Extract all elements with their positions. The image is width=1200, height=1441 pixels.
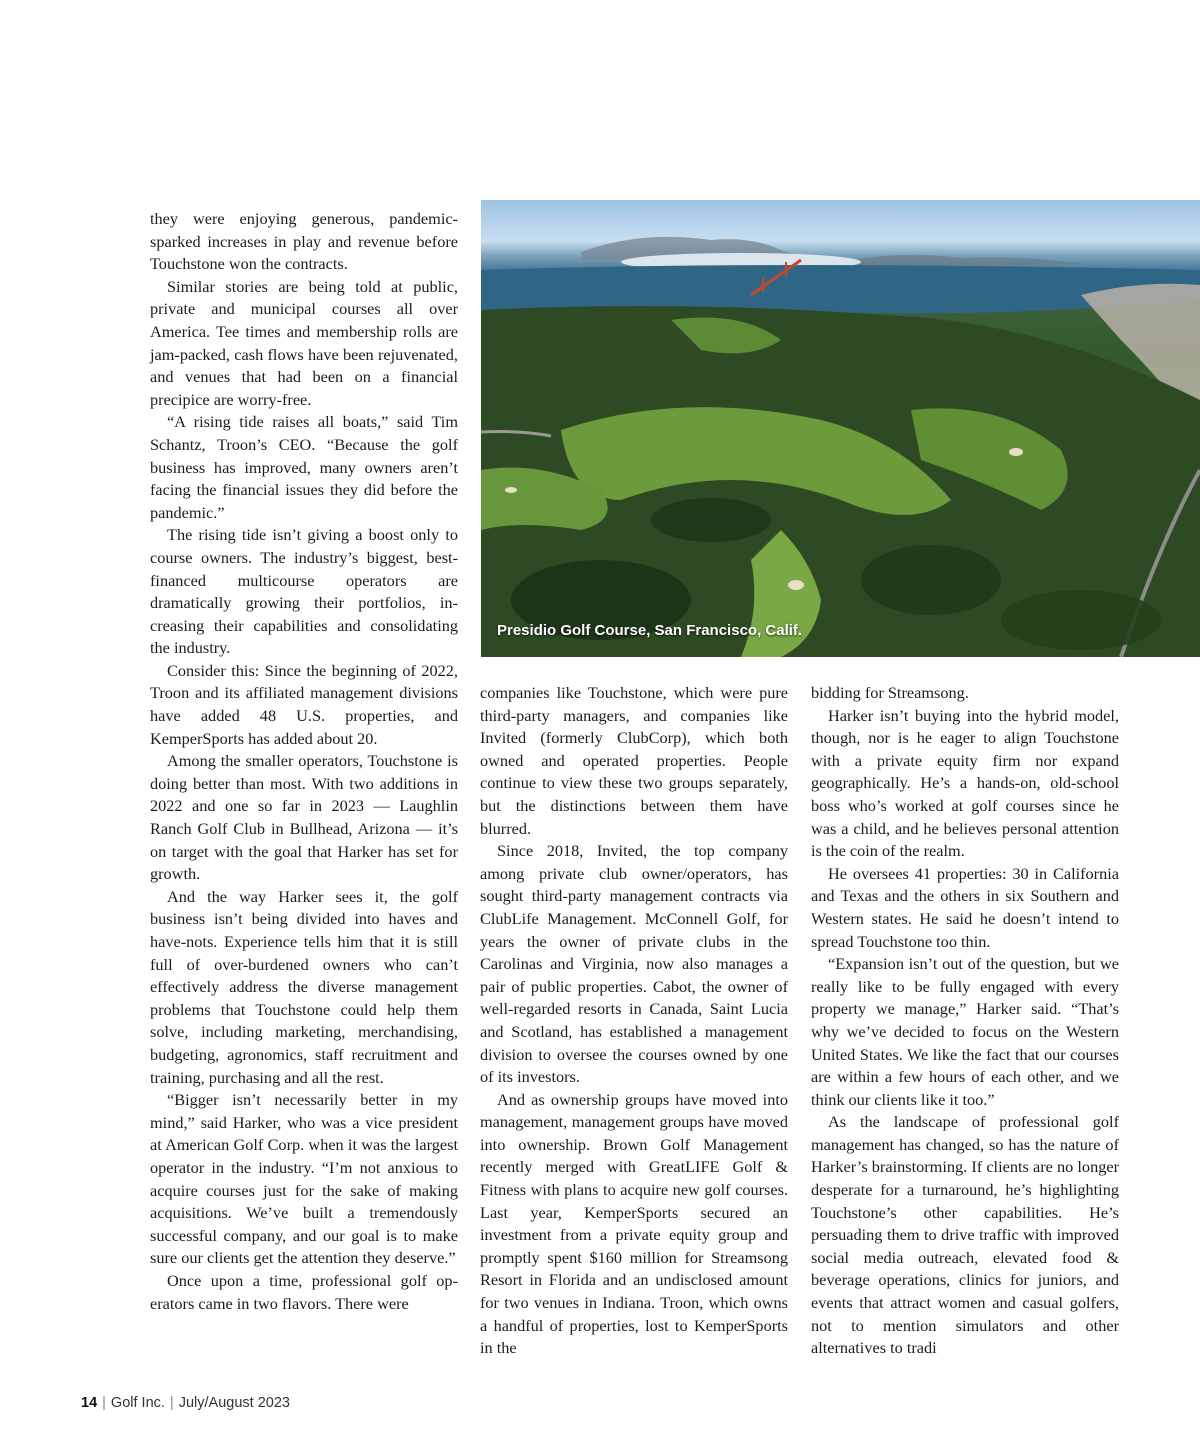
sand-bunker: [788, 580, 804, 590]
paragraph: Consider this: Since the beginning of 2022, Troon and its affiliated management divisions have added 48 U.S. properties, and KemperSports has added about 20.: [150, 660, 458, 748]
paragraph: And as ownership groups have moved into management, management groups have moved into ownership. Brown Golf Management recently merged with GreatLIFE Golf & Fitness with plans to acquire new golf courses. Last year, KemperSports secured an investment from a private equity group and promptly spent $160 million for Streamsong Resort in Florida and an undisclosed amount for two venues in Indiana. Troon, which owns a handful of properties, lost to KemperSports in the: [480, 1089, 788, 1358]
paragraph: Among the smaller operators, Touchstone is doing better than most. With two additions in 2022 and one so far in 2023 — Laughlin Ranch Golf Club in Bullhead, Arizona — it’s on target with the goal that Harker has set for growth.: [150, 751, 458, 884]
aerial-golf-course-photo: [481, 200, 1200, 657]
photo-caption: Presidio Golf Course, San Francisco, Calif.: [497, 622, 803, 639]
publication-name: Golf Inc.: [110, 1395, 165, 1411]
paragraph: “Expansion isn’t out of the question, but we really like to be fully engaged with every property we manage,” Harker said. “That’s why we’ve decided to focus on the Western United States. We like the fact that our courses are within a few hours of each other, and we think our clients like it too.”: [811, 954, 1119, 1109]
article-column-3: [811, 682, 1119, 1360]
paragraph: “A rising tide raises all boats,” said Tim Schantz, Troon’s CEO. “Because the golf business has improved, many owners aren’t facing the financial issues they did before the pandemic.”: [150, 412, 458, 522]
paragraph: Harker isn’t buying into the hybrid model, though, nor is he eager to align Touchstone with a private equity firm nor expand geographically. He’s a hands-on, old-school boss who’s worked at golf courses since he was a child, and he believes personal attention is the coin of the realm.: [811, 705, 1119, 861]
paragraph: “Bigger isn’t necessarily better in my mind,” said Harker, who was a vice president at American Golf Corp. when it was the largest operator in the industry. “I’m not anxious to acquire courses just for the sake of making acquisitions. We’ve built a tremendously successful company, and our goal is to make sure our clients get the attention they deserve.”: [150, 1090, 458, 1268]
paragraph: As the landscape of professional golf management has changed, so has the nature of Harker’s brainstorming. If clients are no longer desperate for a turnaround, he’s highlighting Touchstone’s other capabilities. He’s persuading them to drive traffic with improved social media outreach, elevated food & beverage operations, clinics for juniors, and events that attract women and casual golfers, not to mention simulators and other alternatives to tradi: [811, 1112, 1119, 1358]
article-column-2: [480, 682, 788, 1360]
paragraph: they were enjoying generous, pandemic-sparked increases in play and revenue before Touchstone won the contracts.: [150, 209, 458, 274]
page-number: 14: [81, 1395, 98, 1411]
paragraph: Similar stories are being told at public, private and municipal courses all over America. Tee times and membership rolls are jam-packed, cash flows have been rejuvenated, and venues that had been on a financial precipice are worry-free.: [150, 276, 458, 409]
paragraph: Once upon a time, professional golf operators came in two flavors. There were: [150, 1270, 458, 1313]
tree-cluster: [651, 498, 771, 542]
paragraph: The rising tide isn’t giving a boost only to course owners. The industry’s biggest, best-financed multicourse operators are dramatically growing their portfolios, increasing their capabilities and consolidating the industry.: [150, 525, 458, 658]
article-column-1: [150, 208, 458, 1315]
sand-bunker: [505, 487, 517, 493]
paragraph: Since 2018, Invited, the top company among private club owner/operators, has sought third-party management contracts via ClubLife Management. McConnell Golf, for years the owner of private clubs in the Carolinas and Virginia, now also manages a pair of public properties. Cabot, the owner of well-regarded resorts in Canada, Saint Lucia and Scotland, has established a management division to oversee the courses owned by one of its investors.: [480, 841, 788, 1087]
paragraph: companies like Touchstone, which were pure third-party managers, and companies like Invited (formerly ClubCorp), which both owned and operated properties. People continue to view these two groups separately, but the distinctions between them have blurred.: [480, 683, 788, 838]
issue-date: July/August 2023: [178, 1395, 290, 1411]
paragraph: He oversees 41 properties: 30 in California and Texas and the others in six Southern and Western states. He said he doesn’t intend to spread Touchstone too thin.: [811, 863, 1119, 951]
photo-illustration: [481, 200, 1200, 657]
sand-bunker: [1009, 448, 1023, 456]
tree-cluster: [1001, 590, 1161, 650]
distant-island: [841, 255, 1081, 266]
paragraph: bidding for Streamsong.: [811, 683, 969, 702]
tree-cluster: [861, 545, 1001, 615]
paragraph: And the way Harker sees it, the golf business isn’t being divided into haves and have-nots. Experience tells him that it is still full of over-burdened owners who can’t effectively address the diverse management problems that Touchstone could help them solve, including marketing, merchandising, budgeting, agronomics, staff recruitment and training, purchasing and all the rest.: [150, 886, 458, 1087]
page-footer: 14 | Golf Inc. | July/August 2023: [81, 1395, 290, 1411]
